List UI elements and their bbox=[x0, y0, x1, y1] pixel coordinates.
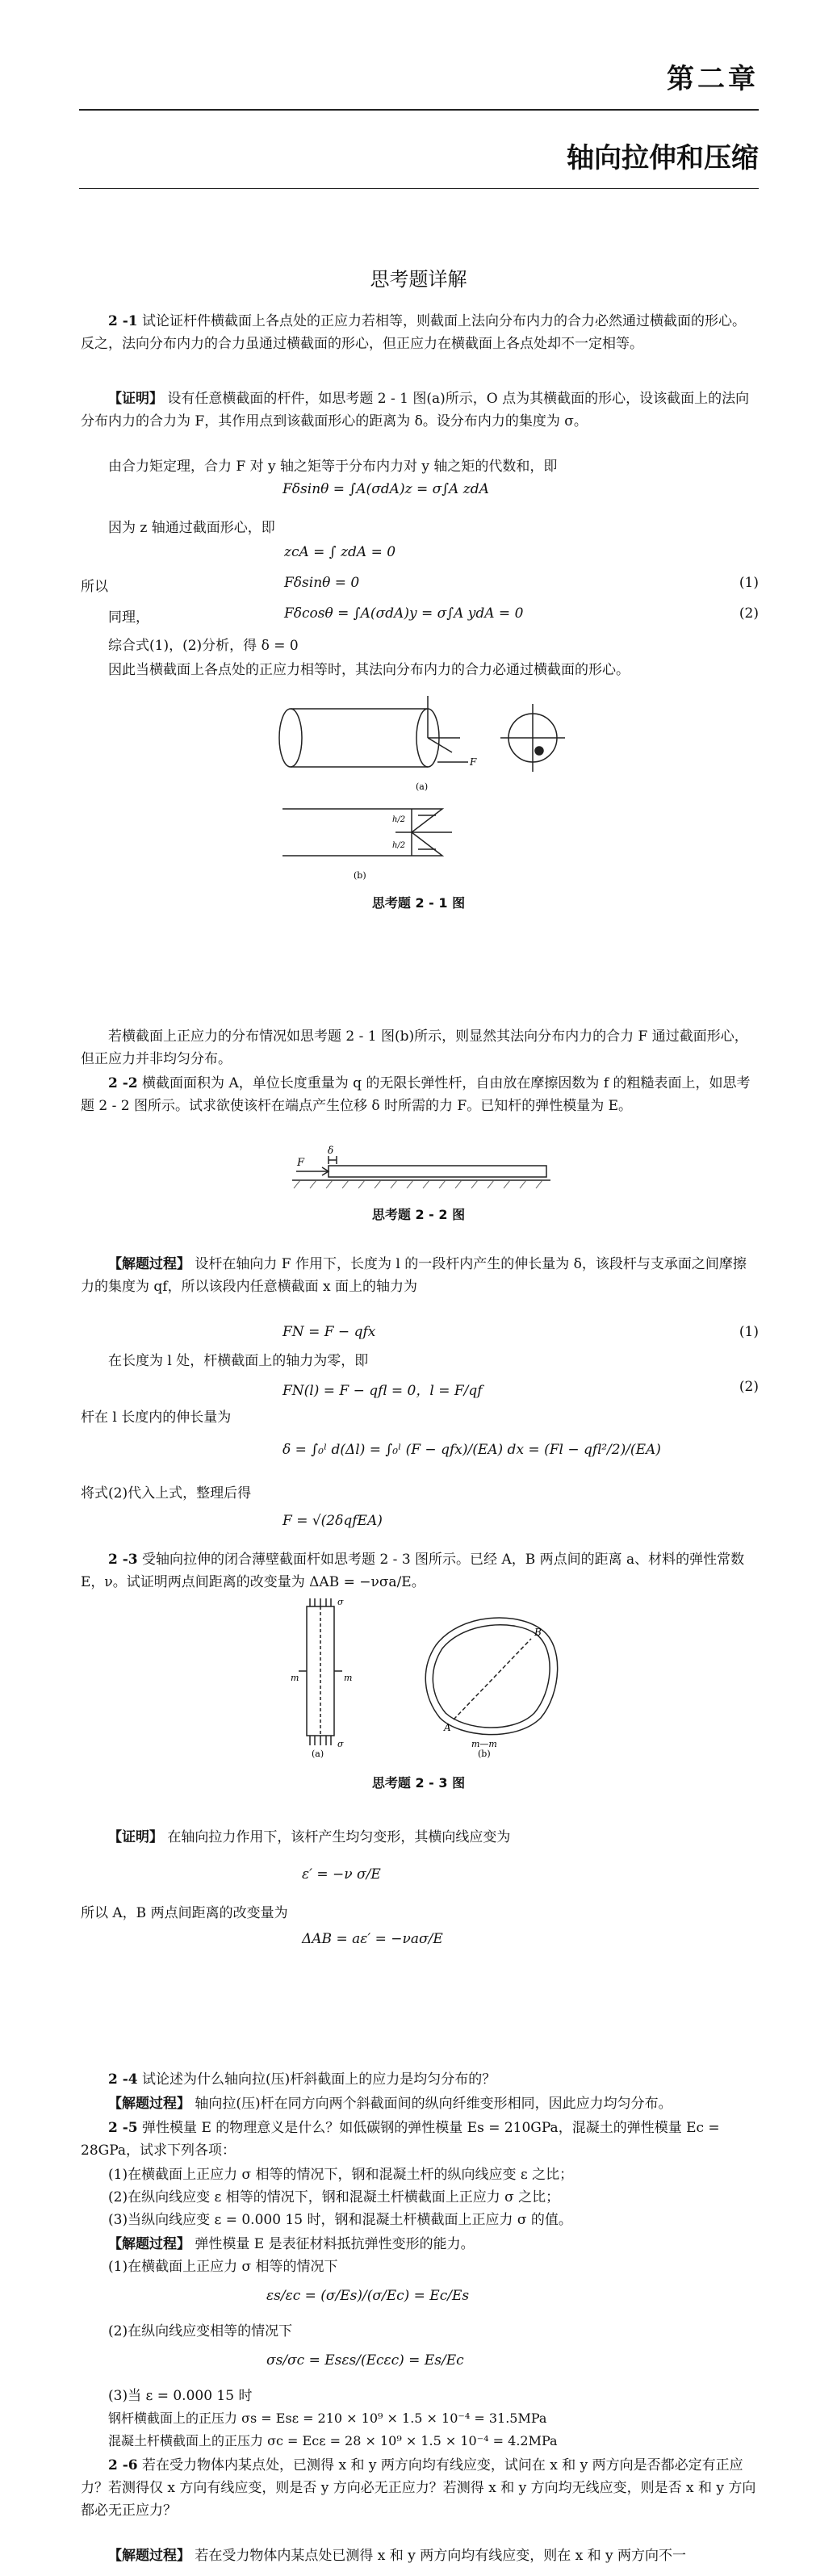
solution-2-5-step-3: (3)当 ε = 0.000 15 时 bbox=[108, 2388, 253, 2404]
equation-2-2-d: F = √(2δqfEA) bbox=[282, 1513, 383, 1529]
equation-number-2: (2) bbox=[739, 1379, 759, 1395]
question-2-3 bbox=[81, 1548, 759, 1594]
same-label: 同理， bbox=[108, 609, 149, 626]
question-2-6 bbox=[81, 2454, 759, 2522]
equation-2-1-d: Fδcosθ = ∫A(σdA)y = σ∫A ydA = 0 bbox=[284, 605, 524, 622]
chapter-title-rule bbox=[79, 188, 759, 189]
figure-2-2 bbox=[292, 1145, 550, 1193]
figure-label-a: (a) bbox=[416, 781, 429, 792]
steel-stress: 钢杆横截面上的正压力 σs = Esε = 210 × 10⁹ × 1.5 × 10⁻⁴ = 31.5MPa bbox=[108, 2411, 547, 2426]
solution-tag: 【解题过程】 bbox=[108, 1256, 190, 1272]
figure-label-m-left: m bbox=[291, 1673, 299, 1683]
proof-2-3 bbox=[81, 1826, 759, 1849]
at-l-text: 在长度为 l 处，杆横截面上的轴力为零，即 bbox=[108, 1353, 369, 1369]
chapter-rule bbox=[79, 109, 759, 111]
figure-label-delta: δ bbox=[328, 1145, 334, 1156]
question-2-2 bbox=[81, 1072, 759, 1117]
solution-tag: 【解题过程】 bbox=[108, 2236, 190, 2252]
figure-label-h2-bottom: h/2 bbox=[392, 841, 406, 850]
combine-text: 综合式(1)，(2)分析，得 δ = 0 bbox=[108, 638, 299, 654]
figure-label-mm: m—m bbox=[471, 1739, 497, 1749]
figure-label-F: F bbox=[470, 756, 477, 768]
equation-2-5-a: εs/εc = (σ/Es)/(σ/Ec) = Ec/Es bbox=[266, 2288, 470, 2304]
elongation-text: 杆在 l 长度内的伸长量为 bbox=[81, 1409, 232, 1426]
figure-label-m-right: m bbox=[344, 1673, 353, 1683]
equation-2-2-c: δ = ∫₀ˡ d(Δl) = ∫₀ˡ (F − qfx)/(EA) dx = (Fl − qfl²/2)/(EA) bbox=[282, 1442, 661, 1458]
figure-label-a: (a) bbox=[312, 1749, 324, 1758]
question-label: 2 -5 bbox=[108, 2120, 138, 2136]
so-text: 所以 A，B 两点间距离的改变量为 bbox=[81, 1905, 288, 1921]
figure-label-b: (b) bbox=[478, 1749, 491, 1758]
solution-tag: 【解题过程】 bbox=[108, 2548, 190, 2564]
equation-number-2: (2) bbox=[739, 605, 759, 622]
question-label: 2 -6 bbox=[108, 2457, 138, 2473]
equation-number-1: (1) bbox=[739, 1324, 759, 1340]
question-label: 2 -3 bbox=[108, 1552, 138, 1568]
equation-2-2-b: FN(l) = F − qfl = 0，l = F/qf bbox=[282, 1383, 483, 1399]
proof-tag: 【证明】 bbox=[108, 391, 163, 407]
concrete-stress: 混凝土杆横截面上的正压力 σc = Ecε = 28 × 10⁹ × 1.5 × 10⁻⁴ = 4.2MPa bbox=[108, 2433, 558, 2448]
solution-2-5 bbox=[81, 2233, 759, 2256]
question-2-1 bbox=[81, 310, 759, 355]
figure-caption-2-1: 思考题 2 - 1 图 bbox=[371, 895, 466, 911]
question-label: 2 -2 bbox=[108, 1075, 138, 1091]
solution-2-6 bbox=[81, 2545, 759, 2567]
question-text: 试论证杆件横截面上各点处的正应力若相等，则截面上法向分布内力的合力必然通过横截面的形心。反之，法向分布内力的合力虽通过横截面的形心，但正应力在横截面上各点处却不一定相等。 bbox=[81, 313, 747, 352]
equation-2-5-b: σs/σc = Esεs/(Ecεc) = Es/Ec bbox=[266, 2352, 464, 2369]
figure-label-B: B bbox=[534, 1627, 542, 1638]
equation-2-1-a: Fδsinθ = ∫A(σdA)z = σ∫A zdA bbox=[282, 481, 489, 497]
solution-text: 若在受力物体内某点处已测得 x 和 y 两方向均有线应变，则在 x 和 y 两方向不一 bbox=[195, 2548, 687, 2564]
figure-2-3 bbox=[274, 1597, 597, 1758]
solution-2-4 bbox=[81, 2092, 759, 2115]
question-text: 试论述为什么轴向拉(压)杆斜截面上的应力是均匀分布的？ bbox=[142, 2071, 496, 2088]
moment-text: 由合力矩定理，合力 F 对 y 轴之矩等于分布内力对 y 轴之矩的代数和，即 bbox=[108, 459, 558, 475]
question-label: 2 -4 bbox=[108, 2071, 138, 2088]
section-title: 思考题详解 bbox=[370, 268, 467, 291]
figure-label-A: A bbox=[444, 1722, 451, 1733]
question-text: 若在受力物体内某点处，已测得 x 和 y 两方向均有线应变，试问在 x 和 y 两方向是否都必定有正应力？若测得仅 x 方向有线应变，则是否 y 方向必无正应力？若测得 x 和 y 方向均无线应变，则是否 x 和 y 方向都必无正应力？ bbox=[81, 2457, 756, 2519]
figure-label-h2-top: h/2 bbox=[392, 815, 406, 824]
solution-2-5-step-2: (2)在纵向线应变相等的情况下 bbox=[108, 2323, 293, 2339]
solution-tag: 【解题过程】 bbox=[108, 2096, 190, 2112]
equation-2-1-c: Fδsinθ = 0 bbox=[284, 575, 360, 591]
equation-2-3-a: ε′ = −ν σ/E bbox=[302, 1866, 381, 1883]
figure-caption-2-3: 思考题 2 - 3 图 bbox=[371, 1775, 466, 1791]
figure-label-b: (b) bbox=[354, 870, 366, 881]
question-2-5-item-3: (3)当纵向线应变 ε = 0.000 15 时，钢和混凝土杆横截面上正应力 σ 的值。 bbox=[108, 2212, 572, 2228]
converse-text: 若横截面上正应力的分布情况如思考题 2 - 1 图(b)所示，则显然其法向分布内力的合力 F 通过截面形心，但正应力并非均匀分布。 bbox=[81, 1028, 748, 1067]
question-2-4 bbox=[81, 2068, 759, 2091]
question-text: 受轴向拉伸的闭合薄壁截面杆如思考题 2 - 3 图所示。已经 A，B 两点间的距离 a、材料的弹性常数 E，ν。试证明两点间距离的改变量为 ΔAB = −νσa/E。 bbox=[81, 1552, 745, 1590]
solution-text: 弹性模量 E 是表征材料抵抗弹性变形的能力。 bbox=[195, 2236, 475, 2252]
solution-text: 轴向拉(压)杆在同方向两个斜截面间的纵向纤维变形相同，因此应力均匀分布。 bbox=[195, 2096, 672, 2112]
proof-text: 设有任意横截面的杆件，如思考题 2 - 1 图(a)所示，O 点为其横截面的形心，设该截面上的法向分布内力的合力为 F，其作用点到该截面形心的距离为 δ。设分布内力的集度为 σ。 bbox=[81, 391, 750, 429]
question-2-5-item-1: (1)在横截面上正应力 σ 相等的情况下，钢和混凝土杆的纵向线应变 ε 之比； bbox=[108, 2167, 574, 2183]
question-label: 2 -1 bbox=[108, 313, 138, 329]
figure-label-sigma-bottom: σ bbox=[337, 1739, 344, 1749]
figure-2-1-a bbox=[279, 696, 565, 772]
conclusion-text: 因此当横截面上各点处的正应力相等时，其法向分布内力的合力必通过横截面的形心。 bbox=[108, 662, 630, 678]
equation-2-3-b: ΔAB = aε′ = −νaσ/E bbox=[302, 1931, 443, 1947]
figure-2-1-b bbox=[282, 809, 452, 856]
proof-text: 在轴向拉力作用下，该杆产生均匀变形，其横向线应变为 bbox=[167, 1829, 511, 1845]
proof-2-1 bbox=[81, 387, 759, 433]
chapter-number: 第二章 bbox=[667, 63, 759, 95]
centroid-text: 因为 z 轴通过截面形心，即 bbox=[108, 520, 275, 536]
equation-2-2-a: FN = F − qfx bbox=[282, 1324, 376, 1340]
question-2-5-item-2: (2)在纵向线应变 ε 相等的情况下，钢和混凝土杆横截面上正应力 σ 之比； bbox=[108, 2189, 560, 2205]
equation-number-1: (1) bbox=[739, 575, 759, 591]
figure-2-1 bbox=[266, 688, 589, 890]
so-label: 所以 bbox=[81, 579, 108, 595]
figure-label-F: F bbox=[297, 1157, 305, 1169]
proof-tag: 【证明】 bbox=[108, 1829, 163, 1845]
figure-caption-2-2: 思考题 2 - 2 图 bbox=[371, 1207, 466, 1222]
solution-2-5-step-1: (1)在横截面上正应力 σ 相等的情况下 bbox=[108, 2259, 338, 2275]
question-text: 横截面面积为 A，单位长度重量为 q 的无限长弹性杆，自由放在摩擦因数为 f 的粗糙表面上，如思考题 2 - 2 图所示。试求欲使该杆在端点产生位移 δ 时所需的力 F。已知杆的弹性模量为 E。 bbox=[81, 1075, 751, 1114]
solution-text: 设杆在轴向力 F 作用下，长度为 l 的一段杆内产生的伸长量为 δ，该段杆与支承面之间摩擦力的集度为 qf，所以该段内任意横截面 x 面上的轴力为 bbox=[81, 1256, 747, 1295]
figure-label-sigma-top: σ bbox=[337, 1597, 344, 1607]
substitute-text: 将式(2)代入上式，整理后得 bbox=[81, 1485, 252, 1502]
question-2-5 bbox=[81, 2117, 759, 2162]
equation-2-1-b: zcA = ∫ zdA = 0 bbox=[284, 544, 396, 560]
question-text: 弹性模量 E 的物理意义是什么？如低碳钢的弹性模量 Es = 210GPa，混凝土的弹性模量 Ec = 28GPa，试求下列各项： bbox=[81, 2120, 720, 2159]
solution-2-2 bbox=[81, 1253, 759, 1298]
chapter-title: 轴向拉伸和压缩 bbox=[567, 142, 759, 174]
